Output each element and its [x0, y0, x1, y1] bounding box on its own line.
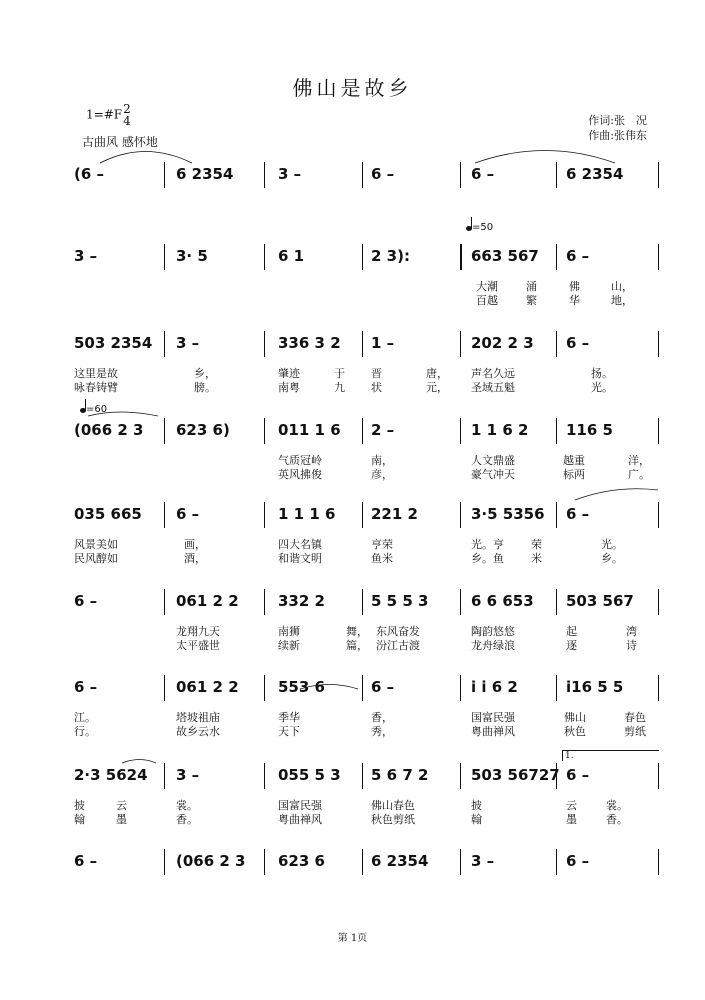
measure: 6 – [74, 592, 98, 610]
lyric-syllable: 逐 [566, 639, 577, 652]
measure: 061 2 2 [176, 678, 239, 696]
lyric-syllable: 光。 [601, 538, 623, 551]
lyric-syllable: 百越 [476, 294, 498, 307]
measure: 336 3 2 [278, 334, 341, 352]
measure: 6 – [566, 247, 590, 265]
measure: 6 – [566, 766, 590, 784]
lyric-syllable: 佛山 [564, 711, 586, 724]
lyric-syllable: 裳。 [606, 799, 628, 812]
measure: 6 2354 [566, 165, 624, 183]
notation-row [66, 247, 660, 269]
lyric-syllable: 亨荣 [371, 538, 393, 551]
measure: (066 2 3 [74, 421, 144, 439]
lyric-syllable: 云 [116, 799, 127, 812]
time-signature [123, 103, 131, 127]
lyric-syllable: 佛 [569, 280, 580, 293]
lyric-syllable: 酒， [184, 552, 206, 565]
measure: 3 – [176, 766, 200, 784]
lyric-syllable: 鱼米 [371, 552, 393, 565]
measure: 5 6 7 2 [371, 766, 429, 784]
measure: 011 1 6 [278, 421, 341, 439]
lyric-syllable: 香。 [606, 813, 628, 826]
lyric-syllable: 四大名镇 [278, 538, 322, 551]
measure: 6 – [566, 505, 590, 523]
key-prefix: 1=#F [86, 107, 123, 122]
lyric-syllable: 湾 [626, 625, 637, 638]
lyric-syllable: 舞， [346, 625, 368, 638]
lyric-syllable: 彦， [371, 468, 393, 481]
lyric-syllable: 篇， [346, 639, 368, 652]
lyric-syllable: 涌 [526, 280, 537, 293]
composer-credit: 作曲:张伟东 [588, 129, 647, 142]
lyric-syllable: 季华 [278, 711, 300, 724]
lyric-syllable: 膀。 [194, 381, 216, 394]
measure: i16 5 5 [566, 678, 624, 696]
lyric-syllable: 扬。 [591, 367, 613, 380]
measure: 3 – [278, 165, 302, 183]
song-title: 佛山是故乡 [292, 76, 413, 100]
measure: 055 5 3 [278, 766, 341, 784]
measure: 2 3): [371, 247, 410, 265]
notation-row [66, 505, 660, 527]
lyric-syllable: 东风奋发 [376, 625, 420, 638]
measure: 1 – [371, 334, 395, 352]
lyric-syllable: 披 [74, 799, 85, 812]
lyric-syllable: 山， [611, 280, 633, 293]
measure: 221 2 [371, 505, 418, 523]
measure: 061 2 2 [176, 592, 239, 610]
lyric-syllable: 乡， [194, 367, 216, 380]
measure: 3· 5 [176, 247, 208, 265]
lyric-syllable: 诗 [626, 639, 637, 652]
measure: 202 2 3 [471, 334, 534, 352]
measure: 6 2354 [371, 852, 429, 870]
lyric-syllable: 香， [371, 711, 393, 724]
lyric-syllable: 南狮 [278, 625, 300, 638]
lyric-syllable: 粤曲禅风 [471, 725, 515, 738]
lyric-syllable: 英风拂俊 [278, 468, 322, 481]
lyric-syllable: 标两 [563, 468, 585, 481]
lyric-syllable: 光。 [591, 381, 613, 394]
lyric-syllable: 粤曲禅风 [278, 813, 322, 826]
measure: 503 56727 [471, 766, 560, 784]
lyric-syllable: 龙翔九天 [176, 625, 220, 638]
lyric-syllable: 南粤 [278, 381, 300, 394]
lyric-syllable: 翰 [74, 813, 85, 826]
first-ending-bracket: 1. [562, 750, 659, 761]
credits [588, 113, 647, 143]
lyric-syllable: 陶韵悠悠 [471, 625, 515, 638]
lyric-syllable: 荣 [531, 538, 542, 551]
lyric-syllable: 龙舟绿浪 [471, 639, 515, 652]
lyric-syllable: 国富民强 [471, 711, 515, 724]
lyric-syllable: 人文鼎盛 [471, 454, 515, 467]
measure: 3·5 5356 [471, 505, 545, 523]
measure: i i 6 2 [471, 678, 518, 696]
notation-row [66, 852, 660, 874]
lyric-syllable: 光。亨 [471, 538, 504, 551]
lyric-syllable: 米 [531, 552, 542, 565]
measure: 663 567 [471, 247, 539, 265]
quarter-note-icon [466, 226, 472, 231]
tempo-marking-60: =60 [80, 404, 107, 415]
tempo-marking-50: =50 [466, 222, 493, 233]
lyric-syllable: 地， [611, 294, 633, 307]
lyric-syllable: 广。 [628, 468, 650, 481]
measure: 503 567 [566, 592, 634, 610]
lyric-syllable: 豪气冲天 [471, 468, 515, 481]
measure: 5 5 5 3 [371, 592, 429, 610]
measure: 6 – [371, 165, 395, 183]
lyric-syllable: 这里是故 [74, 367, 118, 380]
lyric-syllable: 佛山春色 [371, 799, 415, 812]
measure: 6 – [74, 678, 98, 696]
notation-row [66, 334, 660, 356]
notation-row [66, 678, 660, 700]
style-note: 古曲风 感怀地 [82, 135, 158, 149]
measure: 6 – [566, 334, 590, 352]
lyric-syllable: 越重 [563, 454, 585, 467]
lyric-syllable: 乡。鱼 [471, 552, 504, 565]
measure: (6 – [74, 165, 105, 183]
lyric-syllable: 华 [569, 294, 580, 307]
measure: 3 – [74, 247, 98, 265]
lyric-syllable: 塔坡祖庙 [176, 711, 220, 724]
measure: 3 – [471, 852, 495, 870]
quarter-note-icon [80, 408, 86, 413]
lyric-syllable: 洋， [628, 454, 650, 467]
lyricist-credit: 作词:张 况 [588, 114, 647, 127]
measure: 503 2354 [74, 334, 153, 352]
lyric-syllable: 乡。 [601, 552, 623, 565]
lyric-syllable: 江。 [74, 711, 96, 724]
lyric-syllable: 太平盛世 [176, 639, 220, 652]
lyric-syllable: 故乡云水 [176, 725, 220, 738]
measure: 6 – [74, 852, 98, 870]
lyric-syllable: 元， [426, 381, 448, 394]
lyric-syllable: 行。 [74, 725, 96, 738]
lyric-syllable: 声名久远 [471, 367, 515, 380]
measure: 6 – [471, 165, 495, 183]
lyric-syllable: 春色 [624, 711, 646, 724]
notation-row [66, 592, 660, 614]
measure: 2·3 5624 [74, 766, 148, 784]
time-denominator: 4 [123, 114, 131, 128]
lyric-syllable: 国富民强 [278, 799, 322, 812]
lyric-syllable: 墨 [566, 813, 577, 826]
measure: (066 2 3 [176, 852, 246, 870]
lyric-syllable: 九 [334, 381, 345, 394]
time-numerator: 2 [123, 102, 131, 116]
measure: 116 5 [566, 421, 613, 439]
lyric-syllable: 气质冠岭 [278, 454, 322, 467]
lyric-syllable: 咏春铸臂 [74, 381, 118, 394]
lyric-syllable: 秋色剪纸 [371, 813, 415, 826]
lyric-syllable: 状 [371, 381, 382, 394]
lyric-syllable: 裳。 [176, 799, 198, 812]
measure: 6 – [176, 505, 200, 523]
page-number: 第 1页 [337, 933, 368, 944]
lyric-syllable: 繁 [526, 294, 537, 307]
measure: 1 1 6 2 [471, 421, 529, 439]
measure: 623 6 [278, 852, 325, 870]
measure: 2 – [371, 421, 395, 439]
lyric-syllable: 香。 [176, 813, 198, 826]
measure: 623 6) [176, 421, 230, 439]
lyric-syllable: 南， [371, 454, 393, 467]
measure: 035 665 [74, 505, 142, 523]
lyric-syllable: 民风醇如 [74, 552, 118, 565]
key-signature [86, 103, 131, 127]
lyric-syllable: 画， [184, 538, 206, 551]
notation-row [66, 165, 660, 187]
lyric-syllable: 续新 [278, 639, 300, 652]
measure: 6 6 653 [471, 592, 534, 610]
lyric-syllable: 唐， [426, 367, 448, 380]
lyric-syllable: 云 [566, 799, 577, 812]
measure: 6 1 [278, 247, 305, 265]
lyric-syllable: 风景美如 [74, 538, 118, 551]
measure: 6 – [371, 678, 395, 696]
measure: 553 6 [278, 678, 325, 696]
lyric-syllable: 翰 [471, 813, 482, 826]
lyric-syllable: 汾江古渡 [376, 639, 420, 652]
lyric-syllable: 起 [566, 625, 577, 638]
slur [575, 489, 658, 500]
lyric-syllable: 秀， [371, 725, 393, 738]
lyric-syllable: 肇迹 [278, 367, 300, 380]
lyric-syllable: 和谐文明 [278, 552, 322, 565]
lyric-syllable: 天下 [278, 725, 300, 738]
measure: 1 1 1 6 [278, 505, 336, 523]
lyric-syllable: 于 [334, 367, 345, 380]
notation-row [66, 766, 660, 788]
measure: 332 2 [278, 592, 325, 610]
lyric-syllable: 圣域五魁 [471, 381, 515, 394]
lyric-syllable: 大潮 [476, 280, 498, 293]
lyric-syllable: 秋色 [564, 725, 586, 738]
lyric-syllable: 晋 [371, 367, 382, 380]
lyric-syllable: 披 [471, 799, 482, 812]
lyric-syllable: 剪纸 [624, 725, 646, 738]
measure: 6 – [566, 852, 590, 870]
lyric-syllable: 墨 [116, 813, 127, 826]
measure: 3 – [176, 334, 200, 352]
notation-row [66, 421, 660, 443]
measure: 6 2354 [176, 165, 234, 183]
